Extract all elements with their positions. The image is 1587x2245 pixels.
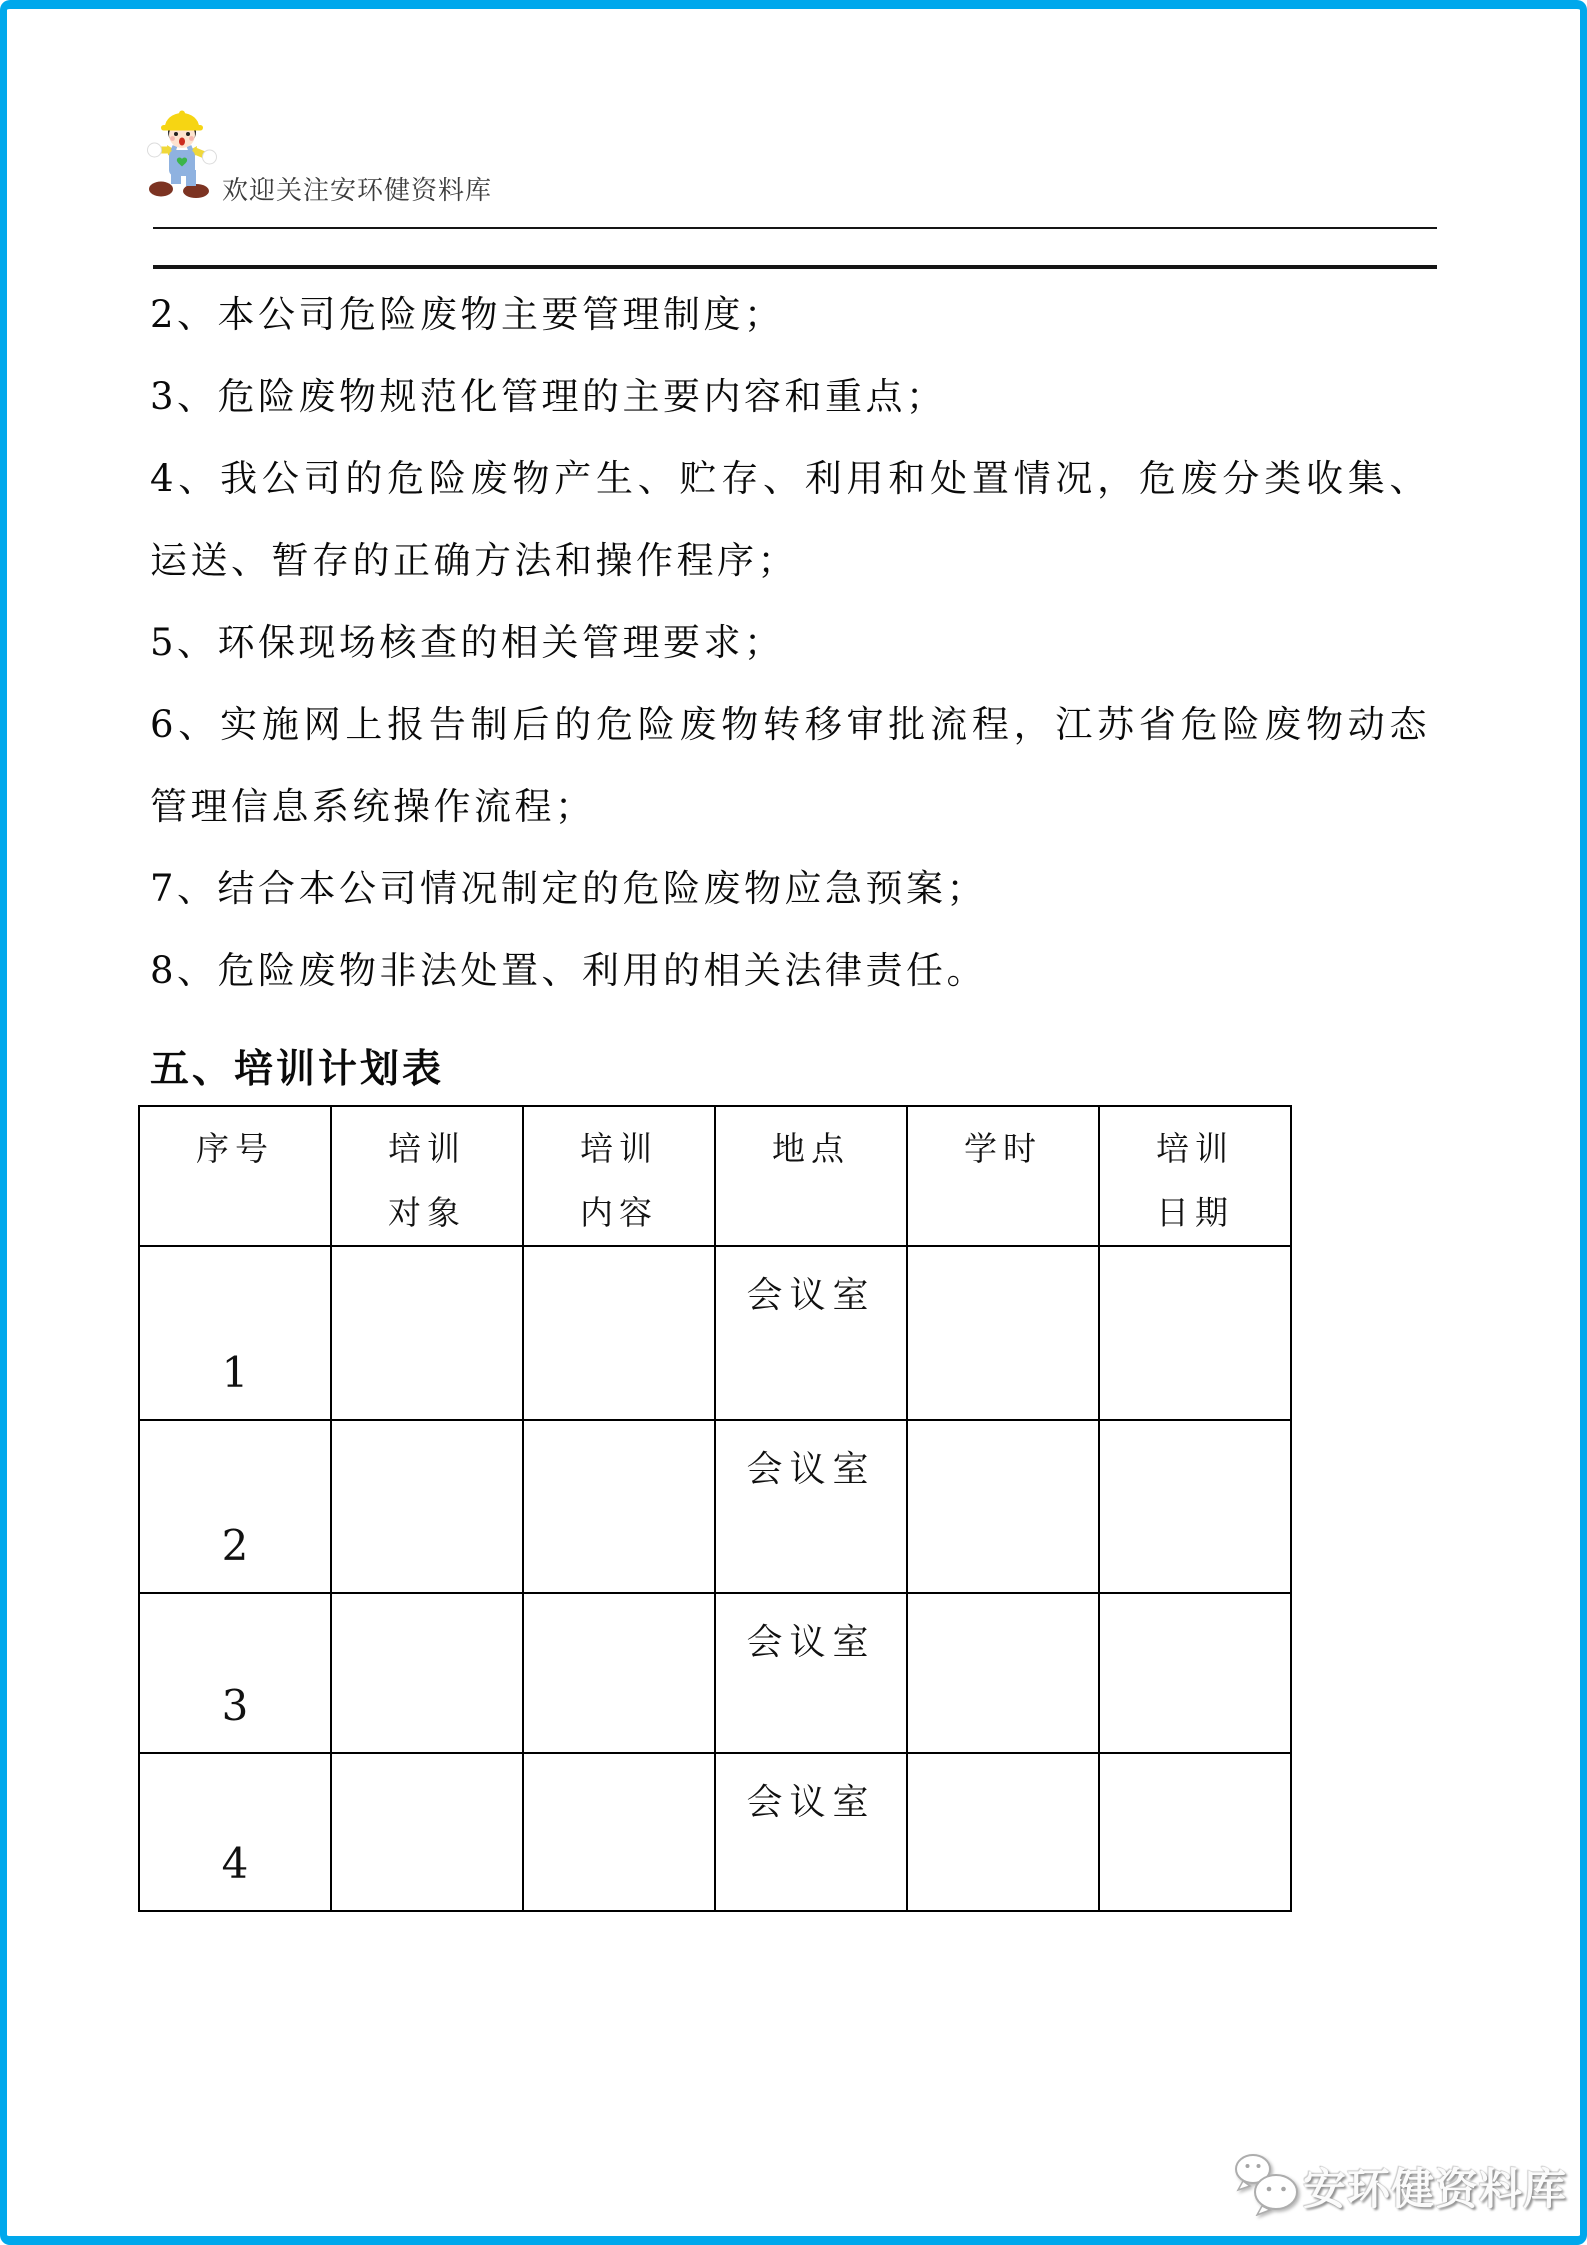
list-item: 5、环保现场核查的相关管理要求；	[150, 621, 785, 664]
cell-location: 会议室	[715, 1420, 907, 1593]
cell-hours	[907, 1753, 1099, 1911]
training-plan-table	[138, 1105, 1292, 1912]
footer-brand-text: 安环健资料库	[1303, 2165, 1567, 2215]
col-header-date: 培训 日期	[1099, 1106, 1291, 1246]
cell-target	[331, 1420, 523, 1593]
cell-hours	[907, 1593, 1099, 1753]
header-welcome-text: 欢迎关注安环健资料库	[222, 176, 493, 206]
list-item: 4、我公司的危险废物产生、贮存、利用和处置情况，危废分类收集、运送、暂存的正确方法和操作程序；	[150, 457, 1430, 582]
header-rule-thick	[153, 265, 1437, 269]
list-item: 2、本公司危险废物主要管理制度；	[150, 293, 785, 336]
wechat-icon	[1231, 2150, 1301, 2220]
cell-content	[523, 1753, 715, 1911]
col-header-no: 序号	[139, 1106, 331, 1246]
row-number: 3	[139, 1593, 331, 1753]
row-number: 2	[139, 1420, 331, 1593]
cell-content	[523, 1420, 715, 1593]
cell-location: 会议室	[715, 1246, 907, 1420]
cell-content	[523, 1593, 715, 1753]
cell-target	[331, 1753, 523, 1911]
table-row	[139, 1593, 1291, 1753]
col-header-hours: 学时	[907, 1106, 1099, 1246]
col-header-target: 培训 对象	[331, 1106, 523, 1246]
cell-location: 会议室	[715, 1593, 907, 1753]
cell-date	[1099, 1593, 1291, 1753]
cell-content	[523, 1246, 715, 1420]
col-header-content: 培训 内容	[523, 1106, 715, 1246]
header-rule-thin	[153, 227, 1437, 229]
cell-target	[331, 1246, 523, 1420]
safety-worker-mascot-icon	[147, 106, 217, 202]
list-item: 8、危险废物非法处置、利用的相关法律责任。	[150, 949, 988, 992]
section-title: 五、培训计划表	[150, 1046, 445, 1092]
table-header-row	[139, 1106, 1291, 1246]
cell-hours	[907, 1246, 1099, 1420]
row-number: 1	[139, 1246, 331, 1420]
cell-date	[1099, 1420, 1291, 1593]
cell-date	[1099, 1246, 1291, 1420]
list-item: 7、结合本公司情况制定的危险废物应急预案；	[150, 867, 988, 910]
table-row	[139, 1420, 1291, 1593]
cell-target	[331, 1593, 523, 1753]
row-number: 4	[139, 1753, 331, 1911]
table-row	[139, 1246, 1291, 1420]
list-item: 3、危险废物规范化管理的主要内容和重点；	[150, 375, 947, 418]
cell-hours	[907, 1420, 1099, 1593]
cell-date	[1099, 1753, 1291, 1911]
list-block	[150, 274, 1430, 1012]
list-item: 6、实施网上报告制后的危险废物转移审批流程，江苏省危险废物动态管理信息系统操作流程；	[150, 703, 1430, 828]
cell-location: 会议室	[715, 1753, 907, 1911]
col-header-location: 地点	[715, 1106, 907, 1246]
table-row	[139, 1753, 1291, 1911]
